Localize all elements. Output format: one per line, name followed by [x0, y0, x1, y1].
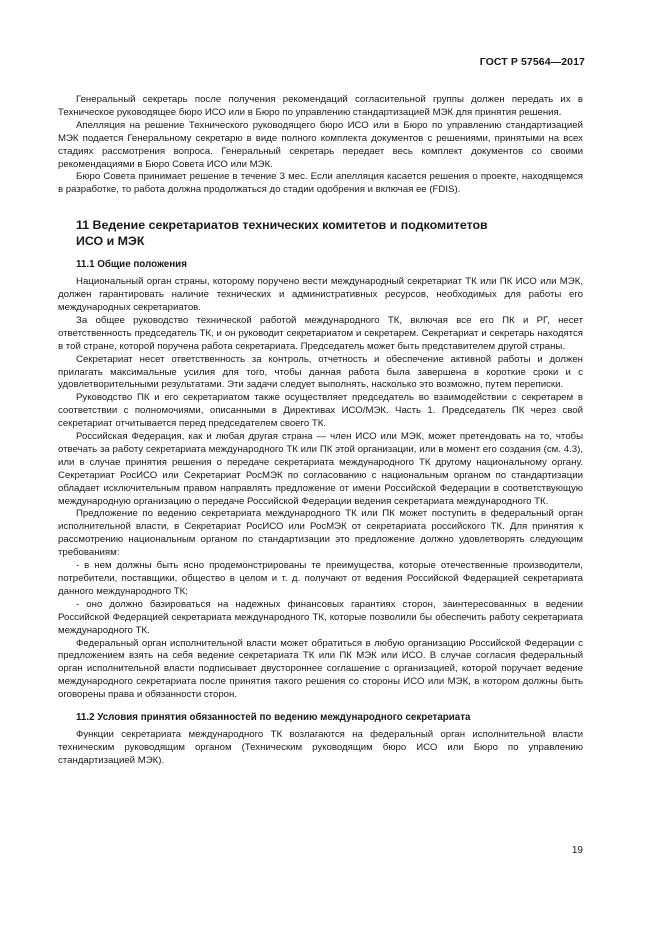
paragraph: Предложение по ведению секретариата международного ТК или ПК может поступить в федеральный орган исполнительной власти, в Секретариат РосИСО или РосМЭК от секретариата российского ТК. Для принятия к рассмотрению национальным органом по стандартизации это предложение должно удовлетворять следующим требованиям: — [58, 508, 583, 559]
list-item: - оно должно базироваться на надежных финансовых гарантиях сторон, заинтересованных в ведении Российской Федерацией секретариата международного ТК, которые позволили бы обеспечить работу секретариата международного ТК. — [58, 598, 583, 636]
subsection-heading-11-1: 11.1 Общие положения — [76, 259, 187, 271]
subsection-heading-11-2: 11.2 Условия принятия обязанностей по ведению международного секретариата — [76, 712, 471, 724]
paragraph: За общее руководство технической работой международного ТК, включая все его ПК и РГ, несет ответственность председатель ТК, и он руководит секретариатом и секретарем. Секретариат и секретарь находятся в той стране, которой поручена работа секретариата. Председатель может быть представителем другой страны. — [58, 314, 583, 352]
list-item: - в нем должны быть ясно продемонстрированы те преимущества, которые отечественные производители, потребители, поставщики, общество в целом и т. д. получают от ведения Российской Федерацией секретариата данного международного ТК; — [58, 560, 583, 597]
section-heading-line1: 11 Ведение секретариатов технических комитетов и подкомитетов — [76, 218, 488, 233]
paragraph: Функции секретариата международного ТК возлагаются на федеральный орган исполнительной власти техническим руководящим органом (Техническим руководящим бюро ИСО или Бюро по управлению стандартизацией МЭК). — [58, 728, 583, 766]
paragraph: Российская Федерация, как и любая другая страна — член ИСО или МЭК, может претендовать на то, чтобы отвечать за работу секретариата международного ТК или ПК этой организации, или в момент его создания (см. 4.3), или в случае принятия решения о передаче секретариата международного ТК другому национальному органу. Секретариат РосИСО или Секретариат РосМЭК по согласованию с национальным органом по стандартизации обладает исключительным правом направлять предложение от имени Российской Федерации в соответствующую международную организацию о передаче Российской Федерации ведения секретариата международного ТК. — [58, 431, 583, 507]
page-number: 19 — [571, 845, 583, 856]
paragraph: Руководство ПК и его секретариатом также осуществляет председатель во взаимодействии с секретарем в соответствии с полномочиями, описанными в Директивах ИСО/МЭК. Часть 1. Председатель ПК через свой секретариат отчитывается перед председателем своего ТК. — [58, 392, 583, 430]
document-code: ГОСТ Р 57564—2017 — [479, 56, 585, 68]
paragraph: Федеральный орган исполнительной власти может обратиться в любую организацию Российской Федерации с предложением взять на себя ведение секретариата ТК или ПК МЭК или ИСО. В случае согласия федеральный орган исполнительной власти подписывает двустороннее соглашение с организацией, которой поручает ведение международного секретариата после принятия такого решения со стороны ИСО или МЭК, в котором должны быть оговорены права и обязанности сторон. — [58, 637, 583, 701]
paragraph: Национальный орган страны, которому поручено вести международный секретариат ТК или ПК ИСО или МЭК, должен гарантировать наличие технических и административных ресурсов, необходимых для работы его международных секретариатов. — [58, 276, 583, 313]
document-body — [58, 94, 583, 768]
paragraph: Генеральный секретарь после получения рекомендаций согласительной группы должен передать их в Техническое руководящее бюро ИСО или в Бюро по управлению стандартизацией МЭК для принятия решения. — [58, 94, 583, 118]
section-heading-line2: ИСО и МЭК — [76, 234, 145, 249]
paragraph: Апелляция на решение Технического руководящего бюро ИСО или в Бюро по управлению стандартизацией МЭК подается Генеральному секретарю в виде полного комплекта документов с решениями, принятыми на всех стадиях рассмотрения вопроса. Генеральный секретарь передает весь комплект документов со своими рекомендациями в Бюро Совета ИСО или МЭК. — [58, 119, 583, 170]
paragraph: Бюро Совета принимает решение в течение 3 мес. Если апелляция касается решения о проекте, находящемся в разработке, то работа должна продолжаться до стадии одобрения и включая ее (FDIS). — [58, 171, 583, 196]
section-heading — [58, 217, 583, 249]
paragraph: Секретариат несет ответственность за контроль, отчетность и обеспечение активной работы и должен прилагать максимальные усилия для того, чтобы данная работа была завершена в короткие сроки и с удовлетворительными результатами. Эти задачи следует выполнять, насколько это возможно, путем переписки. — [58, 353, 583, 391]
